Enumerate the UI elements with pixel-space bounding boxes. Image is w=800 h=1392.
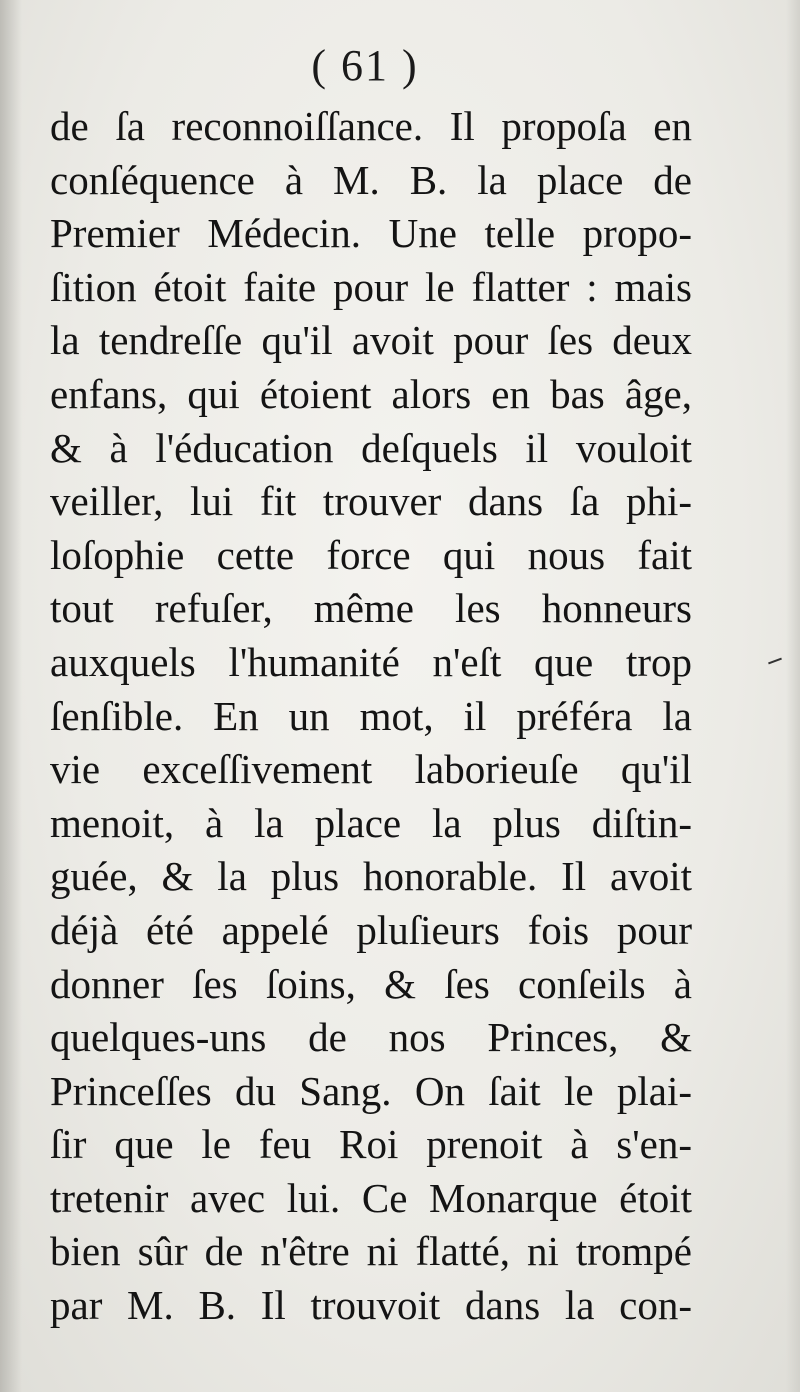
text-line: Premier Médecin. Une telle propo- <box>50 210 692 257</box>
body-text <box>50 100 692 1333</box>
text-line: donner ſes ſoins, & ſes conſeils à <box>50 960 692 1007</box>
page-edge <box>786 0 800 1392</box>
text-line: Princeſſes du Sang. On ſait le plai- <box>50 1067 692 1114</box>
text-line: quelques-uns de nos Princes, & <box>50 1014 692 1061</box>
text-line: tout refuſer, même les honneurs <box>50 585 692 632</box>
text-line: ſir que le feu Roi prenoit à s'en- <box>50 1121 692 1168</box>
text-line: vie exceſſivement laborieuſe qu'il <box>50 746 692 793</box>
text-line: loſophie cette force qui nous fait <box>50 531 692 578</box>
text-line: ſition étoit faite pour le flatter : mais <box>50 263 692 310</box>
text-line: de ſa reconnoiſſance. Il propoſa en <box>50 103 692 149</box>
text-line: bien sûr de n'être ni flatté, ni trompé <box>50 1228 692 1275</box>
text-line: la tendreſſe qu'il avoit pour ſes deux <box>50 317 692 364</box>
text-line: tretenir avec lui. Ce Monarque étoit <box>50 1174 692 1221</box>
binding-shadow <box>0 0 22 1392</box>
text-line: veiller, lui fit trouver dans ſa phi- <box>50 478 692 525</box>
text-line: conſéquence à M. B. la place de <box>50 156 692 203</box>
text-line: menoit, à la place la plus diſtin- <box>50 799 692 846</box>
text-line: ſenſible. En un mot, il préféra la <box>50 692 692 739</box>
text-line: par M. B. Il trouvoit dans la con- <box>50 1282 692 1329</box>
text-line: & à l'éducation deſquels il vouloit <box>50 424 692 471</box>
text-line: guée, & la plus honorable. Il avoit <box>50 853 692 900</box>
text-line: auxquels l'humanité n'eſt que trop <box>50 638 692 685</box>
text-line: enfans, qui étoient alors en bas âge, <box>50 370 692 417</box>
page-number: ( 61 ) <box>311 41 419 90</box>
text-line: déjà été appelé pluſieurs fois pour <box>50 906 692 953</box>
ink-mark <box>768 658 782 665</box>
